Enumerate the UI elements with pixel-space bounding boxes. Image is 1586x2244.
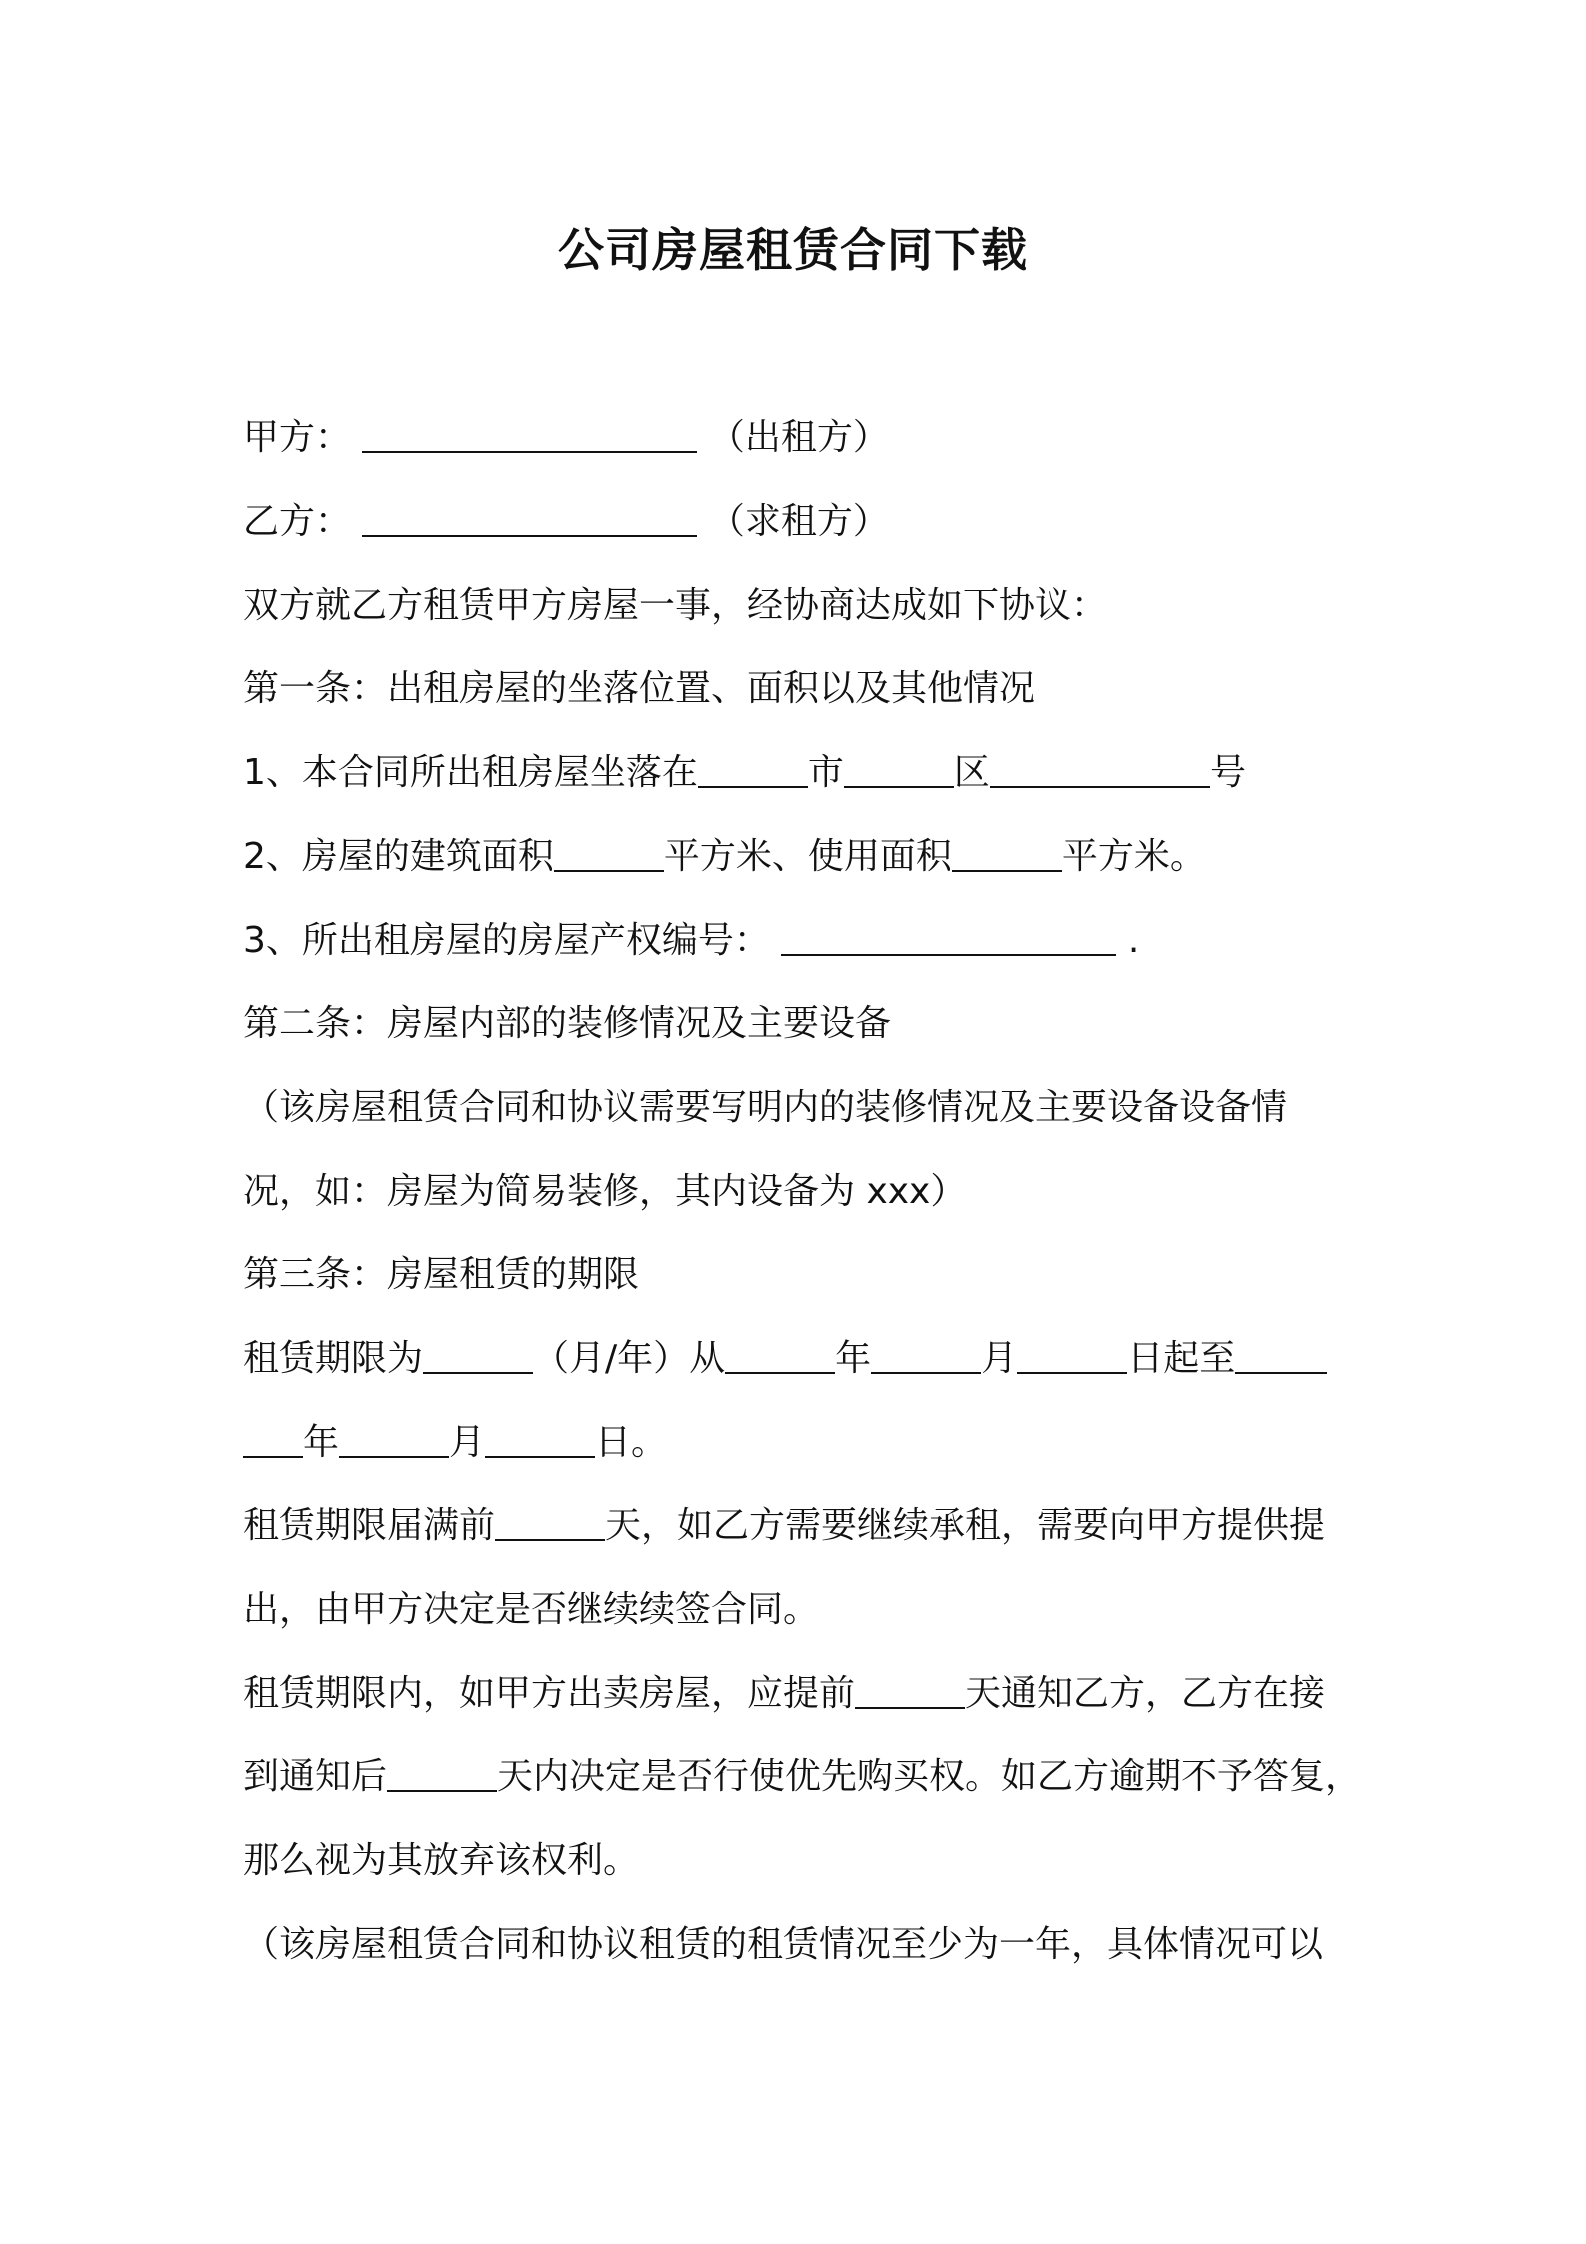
sale2-text-b: 天内决定是否行使优先购买权。如乙方逾期不予答复， [497, 1756, 1362, 1797]
item1-text-c: 区 [953, 752, 990, 793]
article1-item2 [243, 835, 1206, 879]
end-year-blank-part1 [1235, 1338, 1327, 1374]
sale2-text-a: 到通知后 [243, 1756, 388, 1797]
end-year-blank-part2 [243, 1422, 303, 1458]
number-blank [990, 752, 1210, 788]
intro-text: 双方就乙方租赁甲方房屋一事，经协商达成如下协议： [243, 585, 1108, 626]
decision-days-blank [387, 1756, 497, 1792]
article1-heading: 第一条：出租房屋的坐落位置、面积以及其他情况 [243, 668, 1036, 709]
document-title: 公司房屋租赁合同下载 [558, 223, 1028, 277]
item1-text-d: 号 [1209, 752, 1246, 793]
party-a-line [243, 416, 889, 460]
article3-note: （该房屋租赁合同和协议租赁的租赁情况至少为一年，具体情况可以 [243, 1924, 1324, 1965]
renewal-line2: 出，由甲方决定是否继续续签合同。 [243, 1589, 820, 1630]
term2-text-c: 日。 [595, 1422, 668, 1463]
start-year-blank [725, 1338, 835, 1374]
item2-text-a: 2、房屋的建筑面积 [243, 836, 554, 877]
use-area-blank [952, 836, 1062, 872]
renew-text-b: 天，如乙方需要继续承租，需要向甲方提供提 [605, 1505, 1326, 1546]
article2-note-line2: 况，如：房屋为简易装修，其内设备为 xxx） [243, 1171, 967, 1212]
party-a-role: （出租方） [708, 417, 889, 458]
party-b-blank [362, 501, 697, 537]
notice-days-blank [855, 1673, 965, 1709]
term-text-c: 年 [835, 1338, 872, 1379]
item1-text-b: 市 [807, 752, 844, 793]
renew-days-blank [495, 1505, 605, 1541]
sale-text-a: 租赁期限内，如甲方出卖房屋，应提前 [243, 1673, 856, 1714]
article3-heading: 第三条：房屋租赁的期限 [243, 1254, 640, 1295]
renew-text-a: 租赁期限届满前 [243, 1505, 496, 1546]
article1-item1 [243, 751, 1246, 795]
sale-line3: 那么视为其放弃该权利。 [243, 1840, 640, 1881]
term-text-a: 租赁期限为 [243, 1338, 424, 1379]
term-text-b: （月/年）从 [533, 1338, 726, 1379]
term-length-blank [423, 1338, 533, 1374]
item1-text-a: 1、本合同所出租房屋坐落在 [243, 752, 698, 793]
sale-line1 [243, 1672, 1325, 1716]
property-id-blank [781, 920, 1116, 956]
term2-text-b: 月 [449, 1422, 486, 1463]
article2-note-line1: （该房屋租赁合同和协议需要写明内的装修情况及主要设备设备情 [243, 1087, 1288, 1128]
renewal-line1 [243, 1504, 1325, 1548]
party-b-label: 乙方： [243, 501, 352, 542]
city-blank [698, 752, 808, 788]
start-day-blank [1017, 1338, 1127, 1374]
article3-term-line2 [243, 1421, 667, 1465]
article3-term-line1 [243, 1337, 1327, 1381]
item2-text-c: 平方米。 [1061, 836, 1206, 877]
article1-item3 [243, 919, 1139, 963]
party-b-line [243, 500, 889, 544]
sale-line2 [243, 1755, 1361, 1799]
end-day-blank [485, 1422, 595, 1458]
term2-text-a: 年 [303, 1422, 340, 1463]
end-month-blank [339, 1422, 449, 1458]
build-area-blank [554, 836, 664, 872]
sale-text-b: 天通知乙方，乙方在接 [965, 1673, 1326, 1714]
term-text-e: 日起至 [1127, 1338, 1236, 1379]
item2-text-b: 平方米、使用面积 [663, 836, 952, 877]
term-text-d: 月 [981, 1338, 1018, 1379]
party-b-role: （求租方） [708, 501, 889, 542]
item3-text-a: 3、所出租房屋的房屋产权编号： [243, 920, 770, 961]
start-month-blank [871, 1338, 981, 1374]
item3-text-b: . [1127, 920, 1140, 961]
article2-heading: 第二条：房屋内部的装修情况及主要设备 [243, 1003, 892, 1044]
district-blank [844, 752, 954, 788]
party-a-blank [362, 417, 697, 453]
party-a-label: 甲方： [243, 417, 352, 458]
